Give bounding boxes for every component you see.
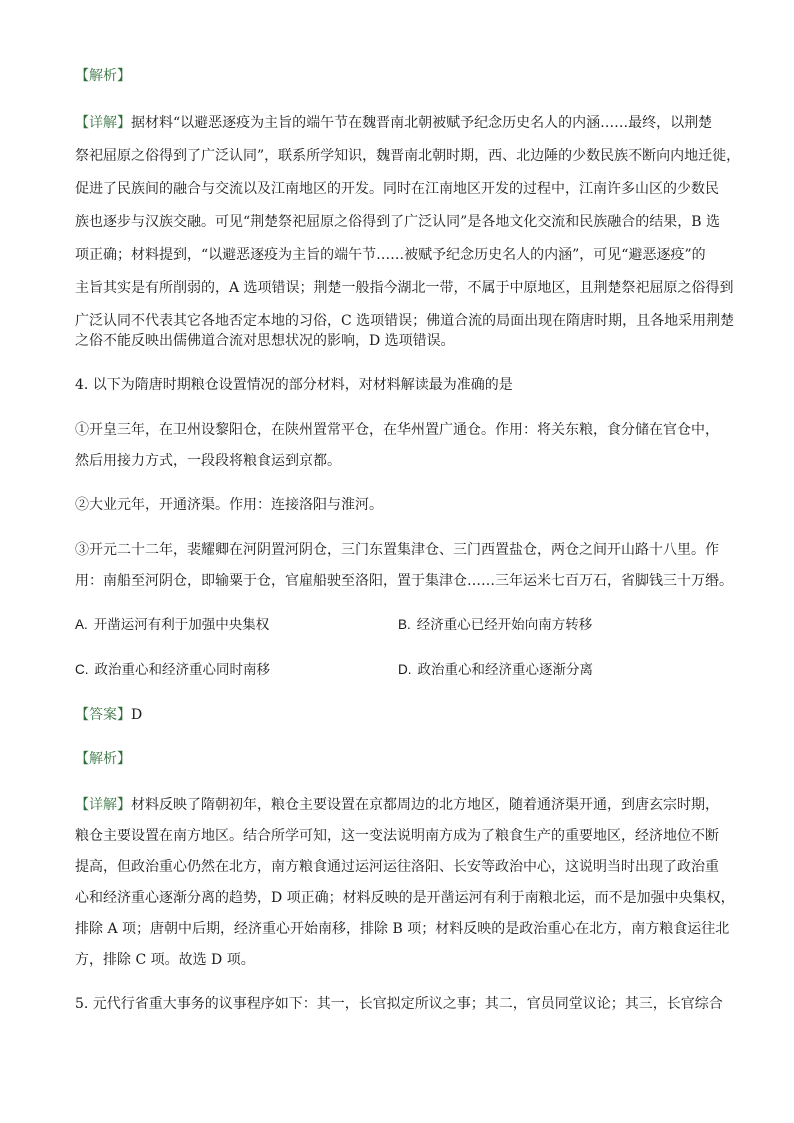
detail-heading: 【详解】 (75, 115, 131, 131)
detail-paragraph-line: 【详解】据材料“以避恶逐疫为主旨的端午节在魏晋南北朝被赋予纪念历史名人的内涵……最终，以荆楚 (75, 115, 713, 131)
detail-paragraph-line: 之俗不能反映出儒佛道合流对思想状况的影响，D 选项错误。 (75, 333, 455, 349)
detail-paragraph-line: 心和经济重心逐渐分离的趋势，D 项正确；材料反映的是开凿运河有利于南粮北运，而不是加强中央集权， (75, 890, 735, 906)
question-4-stem: 4. 以下为隋唐时期粮仓设置情况的部分材料，对材料解读最为准确的是 (75, 377, 513, 393)
detail-paragraph-line: 排除 A 项；唐朝中后期，经济重心开始南移，排除 B 项；材料反映的是政治重心在北方，南方粮食运往北 (75, 921, 730, 937)
question-5-stem: 5. 元代行省重大事务的议事程序如下：其一，长官拟定所议之事；其二，官员同堂议论；其三，长官综合 (75, 996, 723, 1012)
detail-paragraph-line: 祭祀屈原之俗得到了广泛认同”，联系所学知识，魏晋南北朝时期，西、北边陲的少数民族不断向内地迁徙， (75, 148, 741, 164)
detail-paragraph-line: 项正确；材料提到，“以避恶逐疫为主旨的端午节……被赋予纪念历史名人的内涵”，可见“避恶逐疫”的 (75, 247, 706, 263)
option-letter: B. (398, 617, 411, 632)
detail-paragraph-line: 【详解】材料反映了隋朝初年，粮仓主要设置在京都周边的北方地区，随着通济渠开通，到唐玄宗时期， (75, 797, 719, 813)
option-letter: D. (398, 662, 412, 677)
answer-value: D (131, 707, 143, 723)
option-letter: C. (75, 662, 89, 677)
detail-paragraph-line: 粮仓主要设置在南方地区。结合所学可知，这一变法说明南方成为了粮食生产的重要地区，经济地位不断 (75, 828, 719, 844)
option-text: 经济重心已经开始向南方转移 (416, 617, 593, 633)
detail-paragraph-line: 提高，但政治重心仍然在北方，南方粮食通过运河运往洛阳、长安等政治中心，这说明当时出现了政治重 (75, 859, 719, 875)
analysis-heading: 【解析】 (75, 68, 131, 84)
option-b[interactable] (398, 615, 592, 635)
material-3-line: 用：南船至河阴仓，即输粟于仓，官雇船驶至洛阳，置于集津仓……三年运米七百万石，省脚钱三十万缗。 (75, 573, 733, 589)
answer-line (75, 705, 725, 725)
option-letter: A. (75, 617, 88, 632)
detail-paragraph-line: 主旨其实是有所削弱的，A 选项错误；荆楚一般指今湖北一带，不属于中原地区，且荆楚祭祀屈原之俗得到 (75, 280, 734, 296)
detail-paragraph-line: 族也逐步与汉族交融。可见“荆楚祭祀屈原之俗得到了广泛认同”是各地文化交流和民族融合的结果，B 选 (75, 214, 721, 230)
detail-paragraph-line: 广泛认同不代表其它各地否定本地的习俗，C 选项错误；佛道合流的局面出现在隋唐时期，且各地采用荆楚 (75, 313, 735, 329)
option-c[interactable] (75, 660, 270, 680)
detail-paragraph-line: 方，排除 C 项。故选 D 项。 (75, 952, 255, 968)
detail-heading: 【详解】 (75, 797, 131, 813)
analysis-heading: 【解析】 (75, 751, 131, 767)
option-text: 开凿运河有利于加强中央集权 (93, 617, 270, 633)
material-1-line: ①开皇三年，在卫州设黎阳仓，在陕州置常平仓，在华州置广通仓。作用：将关东粮，食分储在官仓中， (75, 422, 719, 438)
option-d[interactable] (398, 660, 593, 680)
answer-heading: 【答案】 (75, 707, 131, 723)
material-1-line: 然后用接力方式，一段段将粮食运到京都。 (75, 453, 341, 469)
detail-paragraph-line: 促进了民族间的融合与交流以及江南地区的开发。同时在江南地区开发的过程中，江南许多山区的少数民 (75, 181, 719, 197)
option-text: 政治重心和经济重心同时南移 (94, 662, 270, 678)
option-a[interactable] (75, 615, 269, 635)
material-2: ②大业元年，开通济渠。作用：连接洛阳与淮河。 (75, 497, 383, 513)
option-text: 政治重心和经济重心逐渐分离 (417, 662, 593, 678)
material-3-line: ③开元二十二年，裴耀卿在河阴置河阴仓，三门东置集津仓、三门西置盐仓，两仓之间开山路十八里。作 (75, 542, 719, 558)
